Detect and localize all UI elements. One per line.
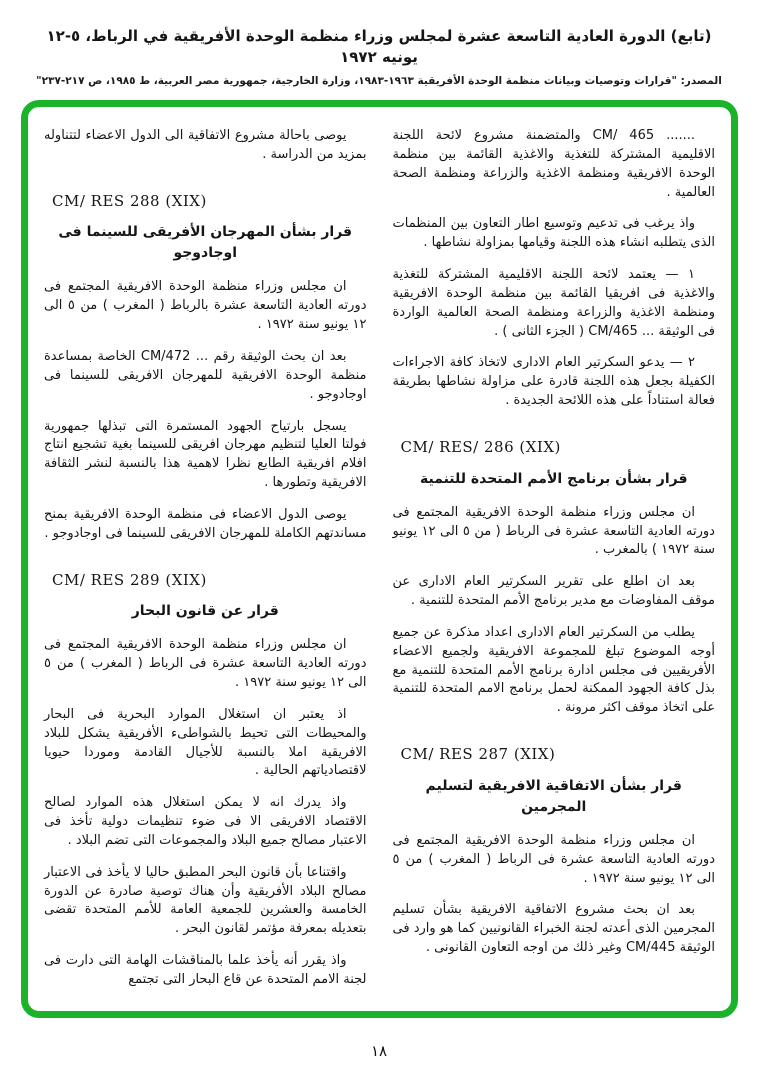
resolution-paragraph: بعد ان بحث مشروع الاتفاقية الافريقية بشأن تسليم المجرمين الذى أعدته لجنة الخبراء القانونيين كما هو وارد فى الوثيقة CM/445 وغير ذلك من اوجه التعاون القانونى . (392, 902, 715, 956)
resolution-code: CM/ RES 287 (XIX) (400, 745, 556, 764)
resolution-title: قرار عن قانون البحار (131, 603, 279, 620)
resolution-paragraph: واذ يقرر أنه يأخذ علما بالمناقشات الهامة التى دارت فى لجنة الامم المتحدة عن قاع البحار التى تجتمع (44, 953, 367, 987)
resolution-code: CM/ RES/ 286 (XIX) (400, 437, 561, 456)
column-left (44, 127, 367, 1001)
resolution-paragraph: ١ — يعتمد لائحة اللجنة الاقليمية المشتركة للتغذية والاغذية فى افريقيا القائمة بين منظمة الوحدة الافريقية ومنظمة الاغذية والزراعة ومنظمة الصحة العالمية الواردة فى الوثيقة ... CM/465 ( الجزء الثانى ) . (392, 267, 715, 339)
resolution-paragraph: ....... CM/ 465 والمتضمنة مشروع لائحة اللجنة الاقليمية المشتركة للتغذية والاغذية القائمة بين منظمة الوحدة الافريقية ومنظمة الاغذية والزراعة ومنظمة الصحة العالمية . (392, 128, 715, 200)
resolution-paragraph: يوصى باحالة مشروع الاتفاقية الى الدول الاعضاء لتتناوله بمزيد من الدراسة . (44, 128, 367, 162)
resolution-paragraph: ان مجلس وزراء منظمة الوحدة الافريقية المجتمع فى دورته العادية التاسعة عشرة فى الرباط ( المغرب ) من ٥ الى ١٢ يونيو سنة ١٩٧٢ . (392, 832, 715, 886)
resolution-code: CM/ RES 289 (XIX) (52, 570, 207, 589)
resolution-title: قرار بشأن المهرجان الأفريقى للسينما فى اوجادوجو (58, 224, 353, 262)
page-header (0, 26, 758, 87)
source-citation: المصدر: "قرارات وتوصيات وبيانات منظمة الوحدة الأفريقية ١٩٦٣-١٩٨٣، وزارة الخارجية، جمهورية مصر العربية، ط ١٩٨٥، ص ٢١٧-٢٣٧" (36, 75, 722, 87)
resolution-paragraph: واذ يدرك انه لا يمكن استغلال هذه الموارد لصالح الاقتصاد الافريقى الا فى ضوء تنظيمات دولية تأخذ فى الاعتبار مصالح جميع البلاد والمجموعات التى تضم البلاد . (44, 795, 367, 848)
resolution-paragraph: واذ يرغب فى تدعيم وتوسيع اطار التعاون بين المنظمات الذى يتطلبه انشاء هذه اللجنة وقيامها بمزاولة نشاطها . (392, 216, 715, 251)
resolution-paragraph: يسجل بارتياح الجهود المستمرة التى تبذلها جمهورية فولتا العليا لتنظيم مهرجان افريقى للسينما بغية تشجيع انتاج افلام افريقية الطابع نظرا لاهمية هذا بالنسبة لنشر الثقافة الافريقية وتطورها . (44, 418, 367, 491)
resolution-paragraph: ٢ — يدعو السكرتير العام الادارى لاتخاذ كافة الاجراءات الكفيلة بجعل هذه اللجنة قادرة على مزاولة نشاطها بطريقة فعالة استناداً على هذه اللائحة الجديدة . (392, 355, 715, 409)
resolution-paragraph: ان مجلس وزراء منظمة الوحدة الافريقية المجتمع فى دورته العادية التاسعة عشرة بالرباط ( المغرب ) من ٥ الى ١٢ يونيو سنة ١٩٧٢ . (44, 279, 367, 333)
column-right (393, 127, 716, 1001)
resolution-title: قرار بشأن الاتفاقية الافريقية لتسليم المجرمين (425, 777, 682, 815)
resolution-paragraph: اذ يعتبر ان استغلال الموارد البحرية فى البحار والمحيطات التى تحيط بالشواطىء الأفريقية يشكل للبلاد الافريقية املا بالنسبة للأجيال القادمة وموردا حيويا لاقتصادياتهم الحالية . (44, 706, 367, 779)
resolution-paragraph: يطلب من السكرتير العام الادارى اعداد مذكرة عن جميع أوجه الموضوع تبلغ للمجموعة الافريقية ولجميع الاعضاء الأفريقيين فى مجلس ادارة برنامج الأمم المتحدة للتنمية مع بذل كافة الجهود الممكنة لحمل برنامج الامم المتحدة للتنمية على اتخاذ موقف اكثر مرونة . (392, 624, 715, 716)
page-number: ١٨ (370, 1042, 388, 1060)
resolution-code: CM/ RES 288 (XIX) (52, 191, 207, 210)
green-content-frame (21, 100, 738, 1018)
resolution-paragraph: ان مجلس وزراء منظمة الوحدة الافريقية المجتمع فى دورته العادية التاسعة عشرة فى الرباط ( من ٥ الى ١٢ يونيو سنة ١٩٧٢ ) بالمغرب . (392, 504, 715, 558)
two-column-layout (44, 127, 715, 1001)
resolution-paragraph: بعد ان اطلع على تقرير السكرتير العام الادارى عن موقف المفاوضات مع مدير برنامج الأمم المتحدة للتنمية . (392, 574, 715, 609)
resolution-title: قرار بشأن برنامج الأمم المتحدة للتنمية (419, 470, 688, 487)
resolution-paragraph: يوصى الدول الاعضاء فى منظمة الوحدة الافريقية بمنح مساندتهم الكاملة للمهرجان الافريقى للسينما فى اوجادوجو . (44, 506, 367, 541)
resolution-paragraph: ان مجلس وزراء منظمة الوحدة الافريقية المجتمع فى دورته العادية التاسعة عشرة فى الرباط ( المغرب ) من ٥ الى ١٢ يونيو سنة ١٩٧٢ . (44, 637, 367, 690)
session-title: (تابع) الدورة العادية التاسعة عشرة لمجلس وزراء منظمة الوحدة الأفريقية في الرباط، ٥-١٢ يونيه ١٩٧٢ (46, 27, 712, 66)
resolution-paragraph: واقتناعا بأن قانون البحر المطبق حاليا لا يأخذ فى الاعتبار مصالح البلاد الأفريقية وأن هناك توصية صادرة عن الدورة الخامسة والعشرين للجمعية العامة للأمم المتحدة تقضى بتعديله بمعرفة مؤتمر لقانون البحر . (44, 864, 367, 937)
resolution-paragraph: بعد ان بحث الوثيقة رقم ... CM/472 الخاصة بمساعدة منظمة الوحدة الافريقية للمهرجان الافريقى للسينما فى اوجادوجو . (44, 348, 367, 402)
